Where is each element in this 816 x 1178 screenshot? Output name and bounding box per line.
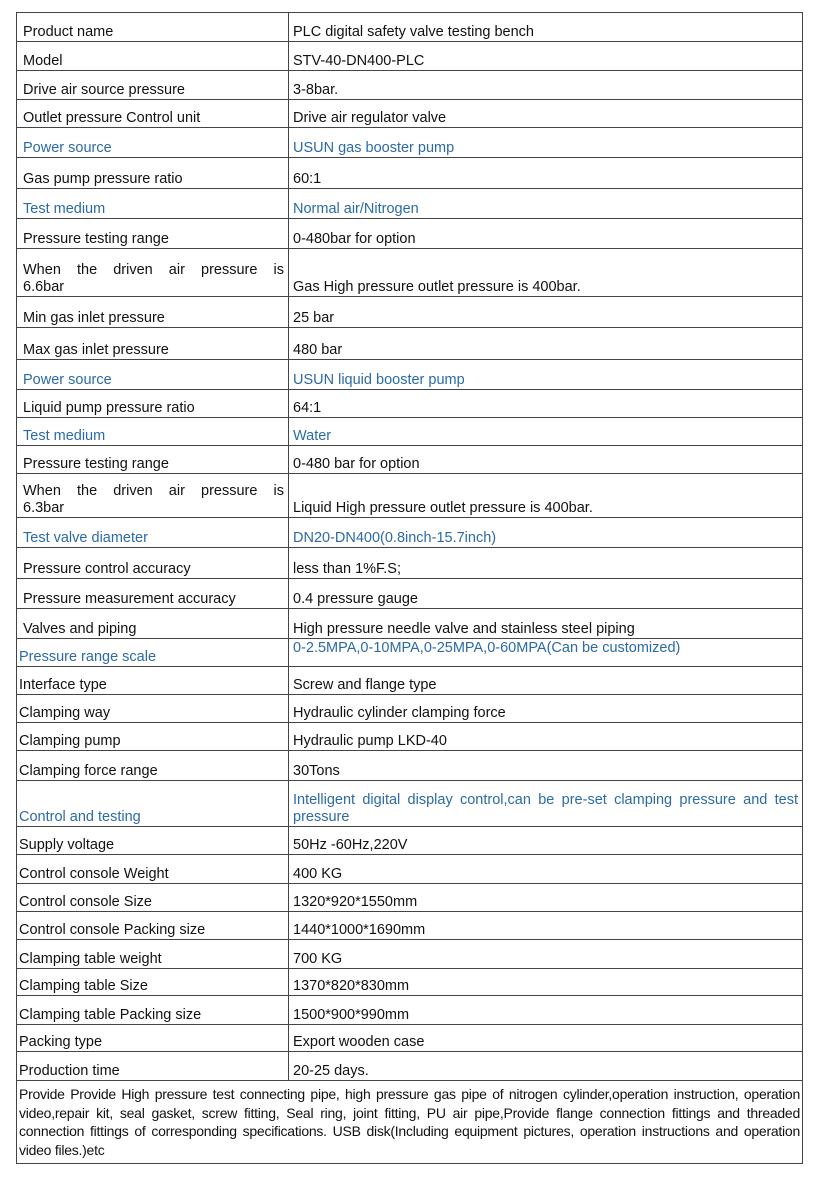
spec-value: 400 KG	[289, 855, 803, 884]
spec-row-clamping-table-packing-size	[17, 996, 803, 1025]
spec-row-max-gas-inlet-pressure	[17, 328, 803, 360]
spec-label: Outlet pressure Control unit	[17, 100, 289, 128]
spec-value: 0.4 pressure gauge	[289, 579, 803, 609]
spec-value: High pressure needle valve and stainless steel piping	[289, 609, 803, 639]
spec-row-clamping-table-weight	[17, 940, 803, 969]
spec-value: 700 KG	[289, 940, 803, 969]
spec-value: less than 1%F.S;	[289, 548, 803, 579]
spec-value: 20-25 days.	[289, 1052, 803, 1081]
spec-value: Liquid High pressure outlet pressure is 400bar.	[289, 474, 803, 518]
spec-value: 480 bar	[289, 328, 803, 360]
spec-label: Packing type	[17, 1025, 289, 1052]
spec-row-pressure-control-accuracy	[17, 548, 803, 579]
spec-value: 0-2.5MPA,0-10MPA,0-25MPA,0-60MPA(Can be customized)	[289, 639, 803, 667]
spec-value: STV-40-DN400-PLC	[289, 42, 803, 71]
spec-label: Test medium	[17, 189, 289, 219]
spec-label: Drive air source pressure	[17, 71, 289, 100]
spec-row-driven-air-pressure-gas	[17, 249, 803, 297]
spec-label: Clamping way	[17, 695, 289, 723]
spec-label	[17, 249, 289, 297]
spec-row-power-source-liquid	[17, 360, 803, 390]
spec-value: 3-8bar.	[289, 71, 803, 100]
spec-label: Supply voltage	[17, 827, 289, 855]
spec-value: Drive air regulator valve	[289, 100, 803, 128]
spec-label-text: When the driven air pressure is 6.3bar	[23, 483, 284, 516]
spec-row-clamping-table-size	[17, 969, 803, 996]
specification-table	[16, 12, 803, 1164]
spec-value: Gas High pressure outlet pressure is 400bar.	[289, 249, 803, 297]
spec-row-pressure-range-scale	[17, 639, 803, 667]
spec-row-interface-type	[17, 667, 803, 695]
spec-label: Clamping pump	[17, 723, 289, 751]
spec-row-control-console-weight	[17, 855, 803, 884]
spec-row-control-console-size	[17, 884, 803, 912]
spec-value: 1370*820*830mm	[289, 969, 803, 996]
spec-label: Control console Weight	[17, 855, 289, 884]
spec-value-text: Intelligent digital display control,can be pre-set clamping pressure and test pressure	[293, 792, 798, 825]
spec-value: Screw and flange type	[289, 667, 803, 695]
spec-row-control-and-testing	[17, 781, 803, 827]
spec-label: Power source	[17, 360, 289, 390]
spec-row-min-gas-inlet-pressure	[17, 297, 803, 328]
spec-row-pressure-testing-range-gas	[17, 219, 803, 249]
spec-value	[289, 781, 803, 827]
accessories-note: Provide Provide High pressure test connecting pipe, high pressure gas pipe of nitrogen cylinder,operation instruction, operation video,repair kit, seal gasket, screw fitting, Seal ring, joint fitting, PU air pipe,Provide flange connection fittings and threaded connection fittings of corresponding specifications. USB disk(Including equipment pictures, operation instructions and operation video files.)etc	[17, 1081, 803, 1164]
spec-label: Pressure range scale	[17, 639, 289, 667]
spec-value: 1440*1000*1690mm	[289, 912, 803, 940]
spec-label: Control console Size	[17, 884, 289, 912]
spec-row-model	[17, 42, 803, 71]
spec-label: Control console Packing size	[17, 912, 289, 940]
spec-value: 1500*900*990mm	[289, 996, 803, 1025]
spec-label: Liquid pump pressure ratio	[17, 390, 289, 418]
spec-label: Gas pump pressure ratio	[17, 158, 289, 189]
spec-label: Test valve diameter	[17, 518, 289, 548]
spec-label: Product name	[17, 13, 289, 42]
spec-row-gas-pump-pressure-ratio	[17, 158, 803, 189]
spec-row-test-medium-gas	[17, 189, 803, 219]
spec-row-liquid-pump-pressure-ratio	[17, 390, 803, 418]
spec-row-outlet-pressure-control-unit	[17, 100, 803, 128]
spec-row-valves-and-piping	[17, 609, 803, 639]
spec-row-control-console-packing-size	[17, 912, 803, 940]
spec-value: 64:1	[289, 390, 803, 418]
spec-label: Model	[17, 42, 289, 71]
spec-row-pressure-measurement-accuracy	[17, 579, 803, 609]
spec-label: Interface type	[17, 667, 289, 695]
spec-label: Power source	[17, 128, 289, 158]
spec-value: 1320*920*1550mm	[289, 884, 803, 912]
spec-label: Max gas inlet pressure	[17, 328, 289, 360]
spec-value: USUN liquid booster pump	[289, 360, 803, 390]
spec-row-test-medium-liquid	[17, 418, 803, 446]
spec-value: USUN gas booster pump	[289, 128, 803, 158]
spec-label: Clamping table Packing size	[17, 996, 289, 1025]
spec-label: Clamping force range	[17, 751, 289, 781]
spec-row-clamping-pump	[17, 723, 803, 751]
spec-label	[17, 474, 289, 518]
spec-value: Normal air/Nitrogen	[289, 189, 803, 219]
spec-label: Test medium	[17, 418, 289, 446]
spec-value: 25 bar	[289, 297, 803, 328]
spec-label: Production time	[17, 1052, 289, 1081]
spec-row-driven-air-pressure-liquid	[17, 474, 803, 518]
spec-value: 0-480bar for option	[289, 219, 803, 249]
spec-value: 30Tons	[289, 751, 803, 781]
spec-row-packing-type	[17, 1025, 803, 1052]
spec-value: Export wooden case	[289, 1025, 803, 1052]
spec-label-text: When the driven air pressure is 6.6bar	[23, 262, 284, 295]
spec-row-accessories-note	[17, 1081, 803, 1164]
spec-row-power-source-gas	[17, 128, 803, 158]
spec-label: Pressure testing range	[17, 219, 289, 249]
spec-value: DN20-DN400(0.8inch-15.7inch)	[289, 518, 803, 548]
spec-row-test-valve-diameter	[17, 518, 803, 548]
spec-row-production-time	[17, 1052, 803, 1081]
spec-row-pressure-testing-range-liquid	[17, 446, 803, 474]
spec-row-drive-air-source-pressure	[17, 71, 803, 100]
spec-label: Min gas inlet pressure	[17, 297, 289, 328]
spec-value: PLC digital safety valve testing bench	[289, 13, 803, 42]
spec-row-supply-voltage	[17, 827, 803, 855]
spec-label: Pressure control accuracy	[17, 548, 289, 579]
spec-label: Clamping table Size	[17, 969, 289, 996]
spec-value: Water	[289, 418, 803, 446]
spec-label: Pressure measurement accuracy	[17, 579, 289, 609]
spec-row-product-name	[17, 13, 803, 42]
spec-label: Pressure testing range	[17, 446, 289, 474]
spec-value: 60:1	[289, 158, 803, 189]
spec-value: Hydraulic pump LKD-40	[289, 723, 803, 751]
spec-row-clamping-way	[17, 695, 803, 723]
spec-value: 50Hz -60Hz,220V	[289, 827, 803, 855]
spec-value: 0-480 bar for option	[289, 446, 803, 474]
spec-label: Valves and piping	[17, 609, 289, 639]
spec-label: Clamping table weight	[17, 940, 289, 969]
spec-value: Hydraulic cylinder clamping force	[289, 695, 803, 723]
spec-row-clamping-force-range	[17, 751, 803, 781]
spec-label: Control and testing	[17, 781, 289, 827]
